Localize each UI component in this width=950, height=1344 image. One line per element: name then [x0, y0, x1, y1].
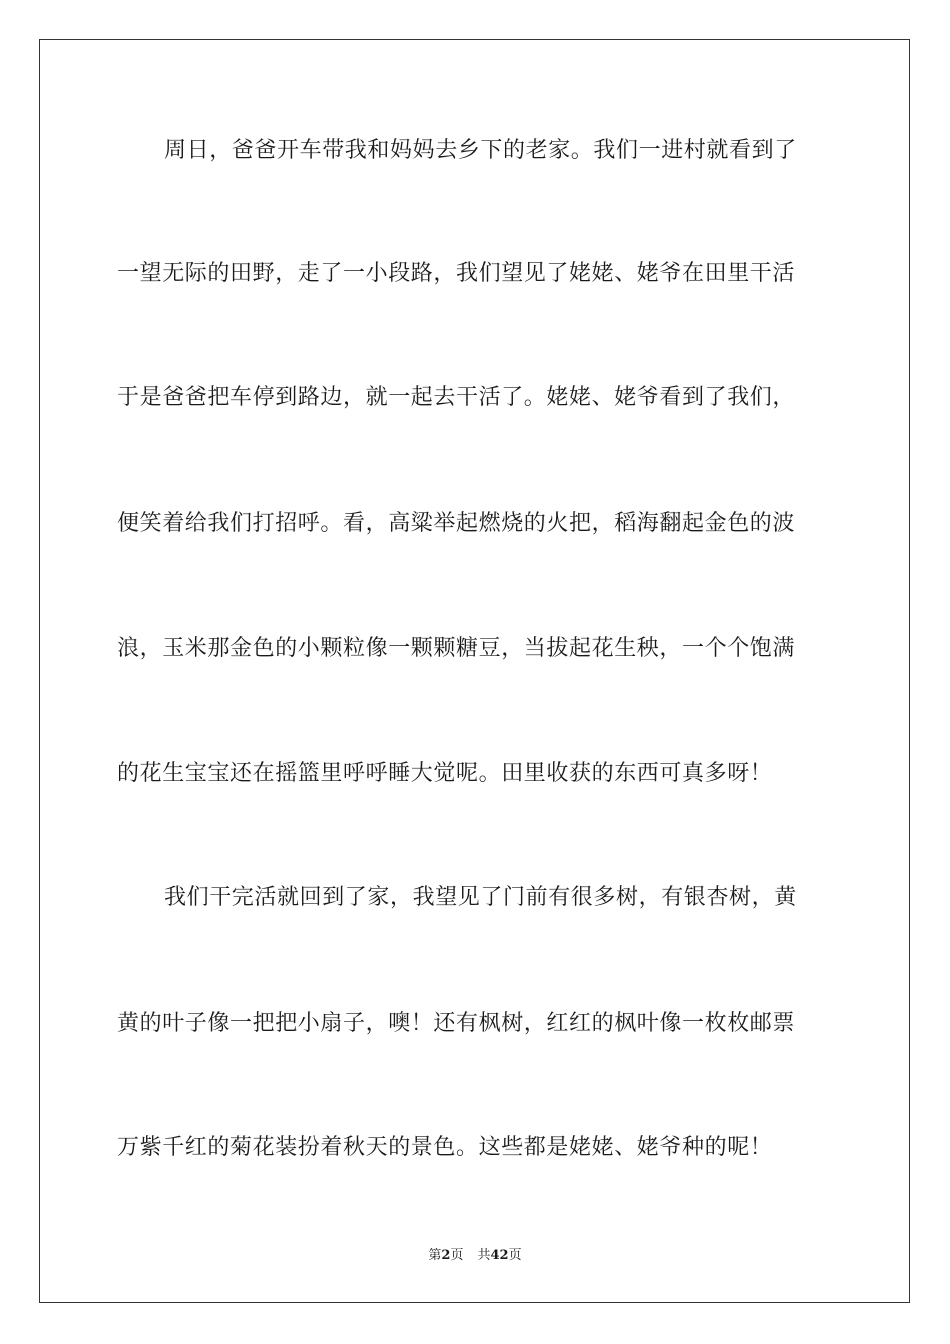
text-line-3: 于是爸爸把车停到路边，就一起去干活了。姥姥、姥爷看到了我们，	[117, 385, 796, 410]
text-line-4: 便笑着给我们打招呼。看，高粱举起燃烧的火把，稻海翻起金色的波	[117, 511, 796, 536]
text-line-2: 一望无际的田野，走了一小段路，我们望见了姥姥、姥爷在田里干活	[117, 261, 796, 286]
text-line-1: 周日，爸爸开车带我和妈妈去乡下的老家。我们一进村就看到了	[164, 138, 797, 163]
total-pages: 42	[490, 1248, 509, 1263]
page-border	[39, 39, 910, 1303]
page-suffix: 页	[450, 1248, 464, 1263]
text-line-9: 万紫千红的菊花装扮着秋天的景色。这些都是姥姥、姥爷种的呢！	[117, 1135, 773, 1160]
page-prefix: 第	[428, 1248, 442, 1263]
text-line-8: 黄的叶子像一把把小扇子，噢！还有枫树，红红的枫叶像一枚枚邮票	[117, 1011, 796, 1036]
total-prefix: 共	[477, 1248, 491, 1263]
total-suffix: 页	[508, 1248, 522, 1263]
text-line-7: 我们干完活就回到了家，我望见了门前有很多树，有银杏树，黄	[164, 885, 797, 910]
text-line-6: 的花生宝宝还在摇篮里呼呼睡大觉呢。田里收获的东西可真多呀！	[117, 761, 773, 786]
page-footer	[0, 1247, 950, 1265]
text-line-5: 浪，玉米那金色的小颗粒像一颗颗糖豆，当拔起花生秧，一个个饱满	[117, 636, 796, 661]
page-number: 2	[441, 1248, 451, 1263]
